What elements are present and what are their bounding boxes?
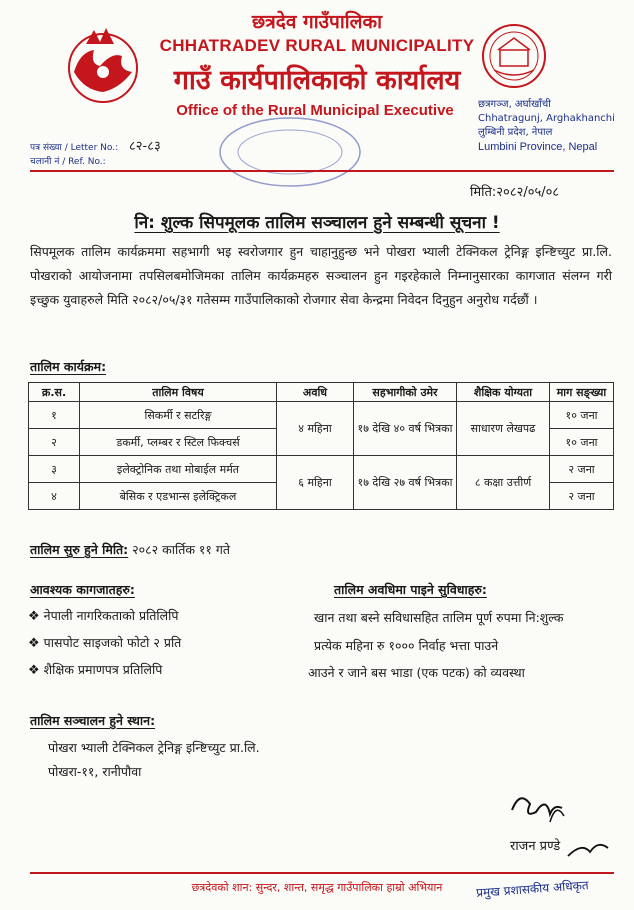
notice-date: मिति:२०८२/०५/०८ — [470, 185, 560, 200]
start-date — [30, 541, 230, 558]
diamond-bullet-icon: ❖ — [28, 663, 40, 678]
table-cell: १७ देखि ४० वर्ष भित्रका — [354, 402, 457, 456]
address-line: छत्रगञ्ज, अर्घाखाँची — [478, 99, 551, 110]
office-name-np: गाउँ कार्यपालिकाको कार्यालय — [173, 65, 461, 96]
documents-heading: आवश्यक कागजातहरु: — [30, 582, 135, 597]
municipality-name-en: CHHATRADEV RURAL MUNICIPALITY — [159, 36, 475, 55]
table-cell: १७ देखि २७ वर्ष भित्रका — [354, 456, 457, 510]
list-item: ❖ शैक्षिक प्रमाणपत्र प्रतिलिपि — [28, 662, 163, 678]
start-date-label: तालिम सुरु हुने मिति: — [30, 542, 129, 557]
address-line: लुम्बिनी प्रदेश, नेपाल — [478, 127, 553, 138]
list-item: ❖ नेपाली नागरिकताको प्रतिलिपि — [28, 608, 179, 624]
office-name-en: Office of the Rural Municipal Executive — [176, 102, 454, 119]
column-header: अवधि — [277, 383, 354, 402]
handwritten-signature — [490, 782, 620, 872]
table-cell: ८ कक्षा उत्तीर्ण — [457, 456, 550, 510]
reference-number-label: चलानी नं / Ref. No.: — [30, 157, 106, 167]
table-cell: १० जना — [550, 402, 614, 429]
table-cell: १ — [29, 402, 80, 429]
venue-heading: तालिम सञ्चालन हुने स्थान: — [30, 713, 156, 728]
signer-name: राजन प्रण्डे — [510, 839, 561, 854]
letter-number — [30, 136, 161, 154]
column-header: क्र.स. — [29, 383, 80, 402]
table-cell: बेसिक र एडभान्स इलेक्ट्रिकल — [80, 483, 277, 510]
facilities-heading: तालिम अवधिमा पाइने सुविधाहरु: — [334, 582, 487, 597]
column-header: तालिम विषय — [80, 383, 277, 402]
list-item: ❖ पासपोट साइजको फोटो २ प्रति — [28, 635, 182, 651]
office-stamp — [210, 112, 370, 192]
table-cell: इलेक्ट्रोनिक तथा मोबाईल मर्मत — [80, 456, 277, 483]
table-cell: साधारण लेखपढ — [457, 402, 550, 456]
column-header: माग सङ्ख्या — [550, 383, 614, 402]
address-line: Chhatragunj, Arghakhanchi — [478, 113, 615, 124]
letter-number-value: ८२-८३ — [129, 139, 161, 154]
header-divider — [30, 170, 614, 172]
column-header: सहभागीको उमेर — [354, 383, 457, 402]
notice-title: नि: शुल्क सिपमूलक तालिम सञ्चालन हुने सम्बन्धी सूचना ! — [134, 213, 500, 233]
letter-number-label: पत्र संख्या / Letter No.: — [30, 143, 119, 153]
municipality-seal-logo — [480, 22, 548, 90]
footer-divider — [30, 872, 614, 874]
table-cell: सिकर्मी र सटरिङ्ग — [80, 402, 277, 429]
office-address — [478, 98, 628, 154]
column-header: शैक्षिक योग्यता — [457, 383, 550, 402]
diamond-bullet-icon: ❖ — [28, 636, 40, 651]
table-cell: ४ महिना — [277, 402, 354, 456]
venue-line: पोखरा भ्याली टेक्निकल ट्रेनिङ्ग इन्ष्टिच्युट प्रा.लि. — [48, 740, 260, 755]
intro-paragraph: सिपमूलक तालिम कार्यक्रममा सहभागी भइ स्वरोजगार हुन चाहानुहुन्छ भने पोखरा भ्याली टेक्निकल ट्रेनिङ्ग इन्ष्टिच्युट प्रा.लि. पोखराको आयोजनामा तपसिलबमोजिमका तालिम कार्यक्रमहरु सञ्चालन हुन गइरहेकाले निम्नानुसारका कागजात संलग्न गरी इच्छुक युवाहरुले मिति २०८२/०५/३१ गतेसम्म गाउँपालिकाको रोजगार सेवा केन्द्रमा निवेदन दिनुहुन अनुरोध गर्दछौं । — [30, 244, 612, 307]
list-item: खान तथा बस्ने सविधासहित तालिम पूर्ण रुपमा नि:शुल्क — [314, 610, 564, 625]
start-date-value: २०८२ कार्तिक ११ गते — [132, 542, 231, 557]
address-line: Lumbini Province, Nepal — [478, 141, 598, 153]
table-header-row — [29, 383, 614, 402]
venue-line: पोखरा-११, रानीपौवा — [48, 764, 142, 779]
officer-title: प्रमुख प्रशासकीय अधिकृत — [475, 878, 590, 900]
table-cell: १० जना — [550, 429, 614, 456]
footer-slogan: छत्रदेवको शान: सुन्दर, शान्त, समृद्ध गाउँपालिका हाम्रो अभियान — [191, 881, 443, 894]
table-cell: २ जना — [550, 483, 614, 510]
table-cell: ३ — [29, 456, 80, 483]
table-cell: २ — [29, 429, 80, 456]
table-cell: २ जना — [550, 456, 614, 483]
table-row — [29, 456, 614, 483]
list-item: प्रत्येक महिना रु १००० निर्वाह भत्ता पाउने — [314, 638, 499, 653]
programs-table — [28, 382, 614, 510]
table-row — [29, 402, 614, 429]
municipality-name-np: छत्रदेव गाउँपालिका — [251, 11, 383, 33]
programs-heading: तालिम कार्यक्रम: — [30, 359, 107, 374]
table-cell: ४ — [29, 483, 80, 510]
table-cell: डकर्मी, प्लम्बर र स्टिल फिक्चर्स — [80, 429, 277, 456]
table-cell: ६ महिना — [277, 456, 354, 510]
diamond-bullet-icon: ❖ — [28, 609, 40, 624]
list-item: आउने र जाने बस भाडा (एक पटक) को व्यवस्था — [308, 665, 525, 680]
